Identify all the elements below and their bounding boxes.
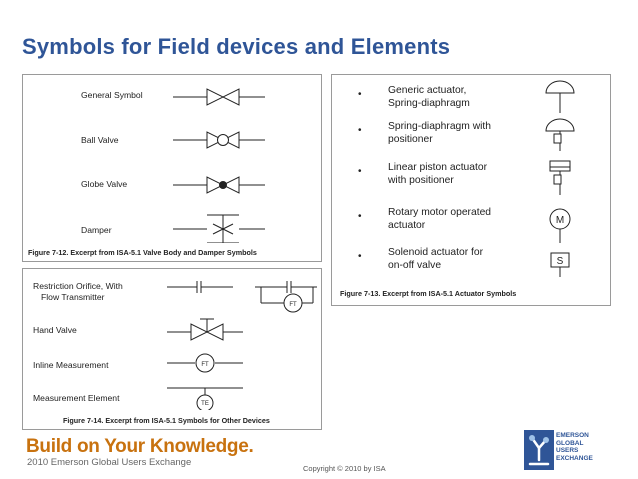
label-general-symbol: General Symbol	[81, 90, 143, 100]
te-tag: TE	[201, 401, 209, 407]
label-restriction-orifice-1: Restriction Orifice, With	[33, 281, 123, 291]
actuator-item-3: Linear piston actuator with positioner	[388, 162, 488, 186]
ft-tag-inline: FT	[201, 362, 209, 368]
bullet-icon: •	[358, 166, 362, 177]
brand-tagline: Build on Your Knowledge.	[26, 436, 254, 457]
damper-icon	[173, 215, 265, 243]
label-damper: Damper	[81, 225, 112, 235]
hand-valve-icon	[167, 319, 243, 340]
brand-subtitle: 2010 Emerson Global Users Exchange	[27, 457, 192, 468]
valve-symbols-drawing	[163, 83, 273, 243]
label-ball-valve: Ball Valve	[81, 135, 119, 145]
label-hand-valve: Hand Valve	[33, 325, 77, 335]
actuator-item-1: Generic actuator, Spring-diaphragm	[388, 85, 470, 109]
actuator-item-4: Rotary motor operated actuator	[388, 207, 492, 231]
diaphragm-actuator-icon	[546, 81, 574, 113]
label-restriction-orifice-2: Flow Transmitter	[41, 292, 105, 302]
bullet-icon: •	[358, 125, 362, 136]
restriction-orifice-ft-icon	[255, 281, 317, 312]
ball-valve-icon	[173, 132, 265, 148]
label-globe-valve: Globe Valve	[81, 179, 128, 189]
diaphragm-positioner-icon	[546, 119, 574, 151]
valve-symbols-panel	[22, 74, 322, 262]
bullet-icon: •	[358, 211, 362, 222]
motor-letter: M	[555, 215, 565, 226]
slide-title: Symbols for Field devices and Elements	[22, 34, 451, 59]
bullet-icon: •	[358, 89, 362, 100]
piston-actuator-icon	[550, 161, 570, 195]
restriction-orifice-icon	[167, 281, 233, 293]
actuator-symbols-panel	[331, 74, 611, 306]
ft-tag-restriction: FT	[289, 302, 297, 308]
label-measurement-element: Measurement Element	[33, 393, 120, 403]
actuator-item-5: Solenoid actuator for on-off valve	[388, 247, 484, 271]
other-devices-drawing	[163, 275, 319, 410]
bullet-icon: •	[358, 251, 362, 262]
label-inline-measurement: Inline Measurement	[33, 360, 109, 370]
actuator-symbols-drawing	[536, 79, 584, 279]
other-devices-panel	[22, 268, 322, 430]
copyright-notice: Copyright © 2010 by ISA	[303, 464, 386, 473]
solenoid-letter: S	[556, 256, 564, 267]
emerson-exchange-logo-text: EMERSON GLOBAL USERS EXCHANGE	[556, 432, 593, 462]
figure-caption-7-13: Figure 7-13. Excerpt from ISA-5.1 Actuator Symbols	[340, 289, 517, 298]
globe-valve-icon	[173, 177, 265, 193]
figure-caption-7-12: Figure 7-12. Excerpt from ISA-5.1 Valve Body and Damper Symbols	[28, 248, 257, 257]
figure-caption-7-14: Figure 7-14. Excerpt from ISA-5.1 Symbols for Other Devices	[63, 416, 270, 425]
general-valve-icon	[173, 89, 265, 105]
emerson-exchange-logo-icon	[524, 430, 554, 470]
actuator-item-2: Spring-diaphragm with positioner	[388, 121, 492, 145]
